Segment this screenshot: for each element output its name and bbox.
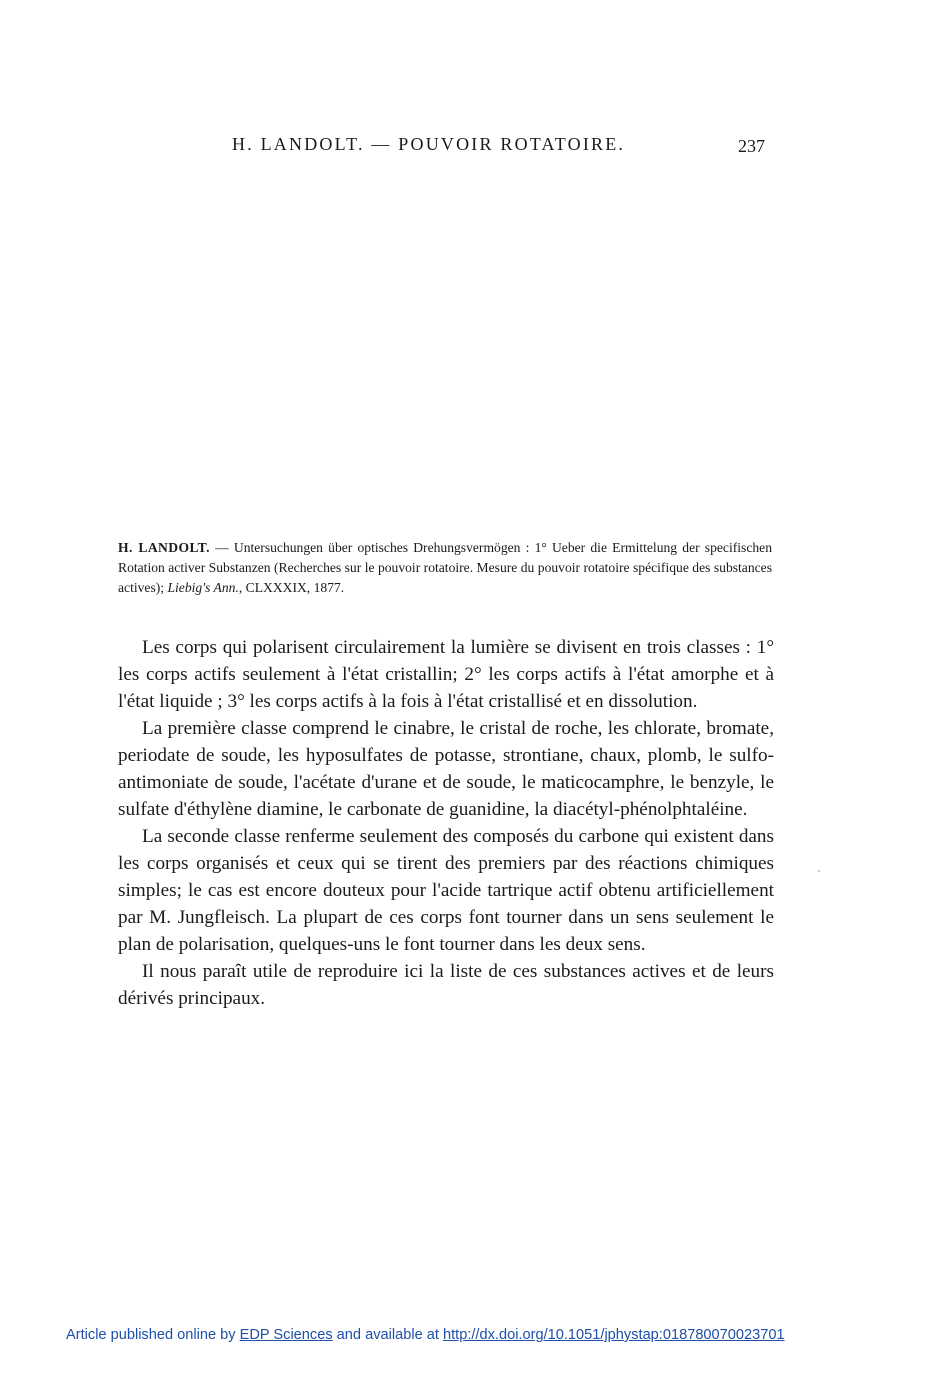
footer-middle: and available at (332, 1327, 443, 1343)
reference-text: Untersuchungen über optisches Drehungsvermögen : 1° Ueber die Ermittelung der specifischen Rotation activer Substanzen (Recherches sur le pouvoir rotatoire. Mesure du pouvoir rotatoire spécifique des substances actives); (118, 540, 772, 595)
page-number: 237 (738, 136, 765, 156)
body-text (118, 634, 774, 1012)
paragraph: Il nous paraît utile de reproduire ici la liste de ces substances actives et de leurs dérivés principaux. (118, 961, 774, 1009)
paragraph: La seconde classe renferme seulement des composés du carbone qui existent dans les corps organisés et ceux qui se tirent des premiers par des réactions chimiques simples; le cas est encore douteux pour l'acide tartrique actif obtenu artificiellement par M. Jungfleisch. La plupart de ces corps font tourner dans un sens seulement le plan de polarisation, quelques-uns le font tourner dans les deux sens. (118, 826, 774, 955)
bibliographic-reference (118, 538, 772, 598)
reference-author: H. LANDOLT. (118, 540, 210, 555)
publication-footer (66, 1327, 886, 1343)
publisher-link[interactable]: EDP Sciences (239, 1327, 333, 1343)
reference-citation: , CLXXXIX, 1877. (238, 580, 345, 595)
running-title: H. LANDOLT. — POUVOIR ROTATOIRE. (232, 134, 626, 154)
scan-speck (818, 870, 820, 872)
doi-link[interactable]: http://dx.doi.org/10.1051/jphystap:018780070023701 (442, 1327, 785, 1343)
paragraph: Les corps qui polarisent circulairement la lumière se divisent en trois classes : 1° les corps actifs seulement à l'état cristallin; 2° les corps actifs à l'état amorphe et à l'état liquide ; 3° les corps actifs à la fois à l'état cristallisé et en dissolution. (118, 637, 774, 712)
footer-prefix: Article published online by (66, 1327, 240, 1343)
paragraph: La première classe comprend le cinabre, le cristal de roche, les chlorate, bromate, periodate de soude, les hyposulfates de potasse, strontiane, chaux, plomb, le sulfo-antimoniate de soude, l'acétate d'urane et de soude, le maticocamphre, le benzyle, le sulfate d'éthylène diamine, le carbonate de guanidine, la diacétyl-phénolphtaléine. (118, 718, 774, 820)
reference-dash: — (209, 540, 234, 555)
running-head (0, 134, 930, 158)
reference-journal: Liebig's Ann. (167, 580, 239, 595)
